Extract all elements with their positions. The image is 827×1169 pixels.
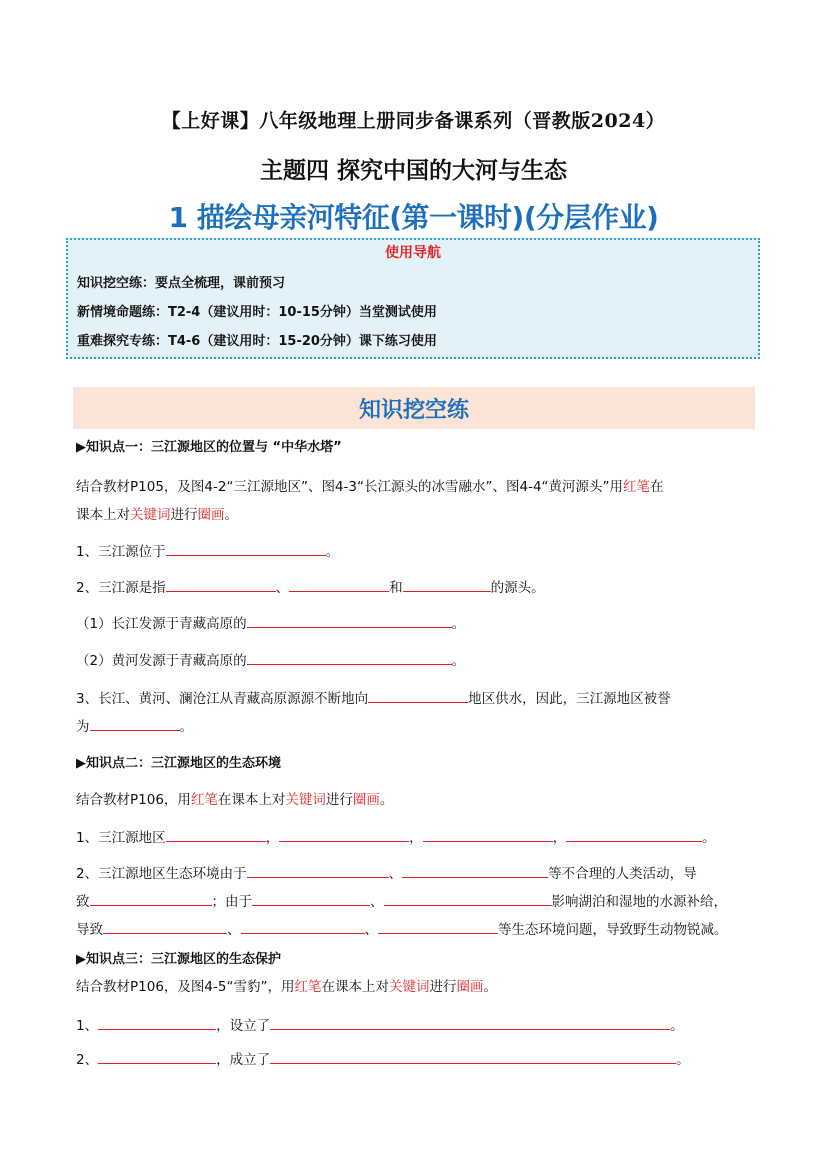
kp1-intro-e: 。 — [224, 507, 238, 523]
series-title: 【上好课】八年级地理上册同步备课系列（晋教版2024） — [161, 110, 666, 132]
kp1-title: ▶知识点一：三江源地区的位置与 “中华水塔” — [76, 440, 342, 455]
kp3-q2-text-b: ，成立了 — [216, 1052, 271, 1068]
kp2-q2-text-d: ；由于 — [211, 894, 252, 910]
kp2-q2-text-c: 致 — [76, 894, 90, 910]
kp2-q2-cont — [76, 890, 727, 910]
kp2-keyword: 关键词 — [285, 792, 326, 808]
kp1-q2-2-blank[interactable] — [247, 650, 452, 665]
kp2-q2-blank-2[interactable] — [402, 863, 548, 878]
nav-line-1: 知识挖空练：要点全梳理，课前预习 — [77, 276, 286, 291]
section-banner — [73, 387, 755, 429]
kp2-intro — [76, 788, 393, 808]
kp2-q2-blank-8[interactable] — [378, 919, 498, 934]
kp1-q2-end: 的源头。 — [490, 580, 545, 596]
kp2-q2-text-e: 影响湖泊和湿地的水源补给， — [551, 894, 727, 910]
kp1-q1-blank[interactable] — [166, 541, 326, 556]
kp2-q1-blank-1[interactable] — [166, 827, 266, 842]
kp2-q2-sep-4: 、 — [364, 922, 378, 938]
kp1-q2-1-text: （1）长江发源于青藏高原的 — [76, 616, 247, 632]
kp3-intro — [76, 975, 497, 995]
kp1-intro-c: 课本上对 — [76, 507, 130, 523]
kp1-intro-at: 在 — [650, 479, 664, 495]
kp2-q2-blank-4[interactable] — [252, 891, 370, 906]
kp1-q2-sep: 、 — [275, 580, 290, 596]
kp2-q2-text-g: 等生态环境问题，导致野生动物锐减。 — [498, 922, 728, 938]
kp1-q2-blank-2[interactable] — [289, 577, 389, 592]
kp3-q1-end: 。 — [670, 1018, 684, 1034]
kp1-q3-end: 。 — [179, 719, 193, 735]
kp2-q1-text: 1、三江源地区 — [76, 830, 166, 846]
kp2-q1 — [76, 826, 716, 846]
kp1-q2-1-blank[interactable] — [247, 613, 452, 628]
kp3-q2 — [76, 1048, 690, 1068]
kp2-q2-blank-7[interactable] — [241, 919, 365, 934]
kp1-intro-cont — [76, 503, 238, 523]
kp2-q1-comma-3: ， — [552, 830, 567, 846]
kp1-q3 — [76, 687, 671, 707]
kp3-q2-text: 2、 — [76, 1052, 99, 1068]
kp3-q1-text: 1、 — [76, 1018, 99, 1034]
kp1-q2 — [76, 576, 545, 596]
kp1-intro — [76, 475, 664, 495]
banner-title: 知识挖空练 — [358, 398, 469, 423]
kp1-q1-text: 1、三江源位于 — [76, 544, 166, 560]
kp2-q2-cont2 — [76, 918, 728, 938]
kp1-q2-2-end: 。 — [451, 653, 466, 669]
kp3-title: ▶知识点三：三江源地区的生态保护 — [76, 952, 281, 967]
kp1-q3-text-c: 为 — [76, 719, 90, 735]
kp1-q1-end: 。 — [325, 544, 340, 560]
kp2-q1-blank-3[interactable] — [423, 827, 553, 842]
kp1-q2-text: 2、三江源是指 — [76, 580, 166, 596]
kp1-intro-d: 进行 — [170, 507, 198, 523]
nav-line-3: 重难探究专练：T4-6（建议用时：15-20分钟）课下练习使用 — [77, 334, 437, 349]
kp2-q2-text: 2、三江源地区生态环境由于 — [76, 866, 247, 882]
kp1-q2-2 — [76, 649, 465, 669]
kp1-keyword: 关键词 — [130, 507, 171, 523]
kp2-title: ▶知识点二：三江源地区的生态环境 — [76, 756, 281, 771]
kp2-q1-blank-2[interactable] — [279, 827, 409, 842]
kp1-intro-text: 结合教材P105，及图4-2“三江源地区”、图4-3“长江源头的冰雪融水”、图4-4“黄河源头”用 — [76, 479, 624, 495]
kp1-q3-text: 3、长江、黄河、澜沧江从青藏高原源源不断地向 — [76, 691, 369, 707]
kp2-q1-blank-4[interactable] — [566, 827, 702, 842]
kp1-red-pen: 红笔 — [623, 479, 651, 495]
kp1-q2-1 — [76, 612, 465, 632]
kp1-q2-blank-1[interactable] — [166, 577, 276, 592]
kp2-red-pen: 红笔 — [190, 792, 218, 808]
kp2-q2-text-f: 导致 — [76, 922, 103, 938]
kp1-q3-blank-2[interactable] — [90, 716, 180, 731]
nav-line-2: 新情境命题练：T2-4（建议用时：10-15分钟）当堂测试使用 — [77, 305, 437, 320]
kp3-q1-blank-1[interactable] — [98, 1015, 216, 1030]
kp1-q2-2-text: （2）黄河发源于青藏高原的 — [76, 653, 247, 669]
lesson-title: 1 描绘母亲河特征(第一课时)(分层作业) — [168, 201, 659, 234]
kp3-q1 — [76, 1014, 684, 1034]
kp1-q3-blank-1[interactable] — [368, 688, 468, 703]
kp3-circle: 圈画 — [456, 979, 484, 995]
kp3-keyword: 关键词 — [388, 979, 430, 995]
kp2-q2-text-b: 等不合理的人类活动，导 — [548, 866, 697, 882]
kp3-intro-d: 。 — [483, 979, 497, 995]
kp2-circle: 圈画 — [352, 792, 380, 808]
kp3-q2-end: 。 — [676, 1052, 690, 1068]
kp2-intro-b: 在课本上对 — [217, 792, 286, 808]
topic-title: 主题四 探究中国的大河与生态 — [259, 158, 567, 184]
kp2-q2-blank-3[interactable] — [90, 891, 212, 906]
kp3-q2-blank-2[interactable] — [270, 1049, 676, 1064]
kp3-q1-blank-2[interactable] — [270, 1015, 670, 1030]
kp2-q2-sep-3: 、 — [227, 922, 241, 938]
kp3-q1-text-b: ，设立了 — [216, 1018, 271, 1034]
kp1-q2-1-end: 。 — [451, 616, 466, 632]
kp3-intro-c: 进行 — [429, 979, 457, 995]
kp2-q1-comma-2: ， — [409, 830, 423, 846]
usage-navigation-box — [66, 238, 760, 359]
kp1-q2-and: 和 — [389, 580, 403, 596]
kp2-q1-end: 。 — [702, 830, 716, 846]
kp2-intro-d: 。 — [379, 792, 394, 808]
kp3-red-pen: 红笔 — [294, 979, 322, 995]
kp2-intro-text: 结合教材P106，用 — [76, 792, 191, 808]
kp1-q1 — [76, 540, 339, 560]
kp2-q2 — [76, 862, 697, 882]
kp1-q3-text-b: 地区供水，因此，三江源地区被誉 — [468, 691, 671, 707]
kp3-q2-blank-1[interactable] — [98, 1049, 216, 1064]
kp1-q3-cont — [76, 715, 193, 735]
kp2-q2-sep-1: 、 — [388, 866, 403, 882]
kp2-q1-comma-1: ， — [265, 830, 280, 846]
kp1-circle: 圈画 — [197, 507, 225, 523]
kp2-q2-blank-1[interactable] — [247, 863, 389, 878]
kp3-intro-b: 在课本上对 — [321, 979, 389, 995]
kp2-intro-c: 进行 — [325, 792, 353, 808]
kp2-q2-blank-5[interactable] — [384, 891, 552, 906]
kp2-q2-sep-2: 、 — [370, 894, 384, 910]
kp3-intro-text: 结合教材P106，及图4-5“雪豹”，用 — [76, 979, 295, 995]
kp1-q2-blank-3[interactable] — [403, 577, 491, 592]
kp2-q2-blank-6[interactable] — [103, 919, 227, 934]
nav-title: 使用导航 — [385, 245, 441, 261]
